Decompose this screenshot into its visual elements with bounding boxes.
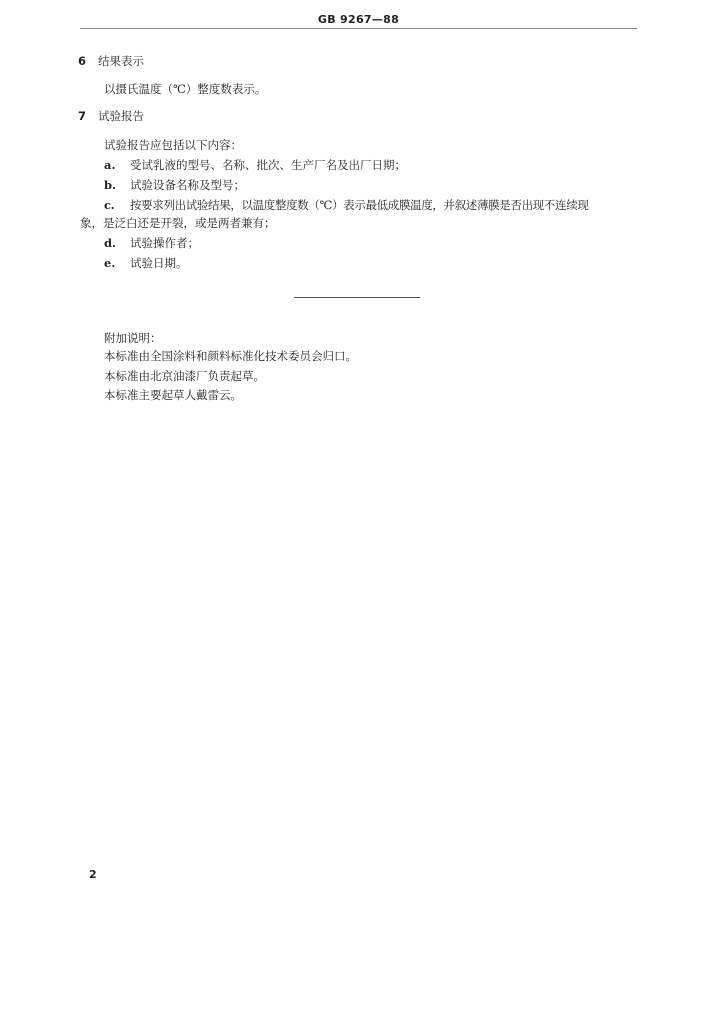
- notes-line-2: 本标准由北京油漆厂负责起草。: [104, 369, 265, 383]
- list-item-text: 试验操作者；: [130, 236, 199, 250]
- section-6-heading: [78, 53, 144, 69]
- list-item-label: e.: [104, 256, 116, 270]
- list-item-c-continuation: 象，是泛白还是开裂，或是两者兼有；: [80, 216, 276, 230]
- list-item-b: [104, 177, 245, 193]
- list-item-text: 试验设备名称及型号；: [130, 178, 245, 192]
- list-item-d: [104, 235, 199, 251]
- list-item-text: 试验日期。: [130, 256, 188, 270]
- page-header: [80, 8, 637, 29]
- list-item-a: [104, 157, 406, 173]
- section-6-title: 结果表示: [98, 54, 144, 68]
- list-item-label: a.: [104, 158, 116, 172]
- section-7-heading: [78, 108, 144, 124]
- page-number: 2: [89, 868, 97, 881]
- section-7-title: 试验报告: [98, 109, 144, 123]
- list-item-label: b.: [104, 178, 117, 192]
- list-item-c: [104, 197, 589, 213]
- list-item-text: 按要求列出试验结果，以温度整度数（℃）表示最低成膜温度，并叙述薄膜是否出现不连续现: [130, 198, 589, 212]
- section-7-number: 7: [78, 109, 87, 123]
- section-6-number: 6: [78, 54, 87, 68]
- standard-code: GB 9267—88: [317, 13, 400, 26]
- section-7-intro: 试验报告应包括以下内容：: [104, 138, 242, 152]
- separator-rule: [294, 297, 420, 298]
- notes-line-3: 本标准主要起草人戴雷云。: [104, 388, 242, 402]
- notes-title: 附加说明：: [104, 331, 162, 345]
- list-item-text: 受试乳液的型号、名称、批次、生产厂名及出厂日期；: [130, 158, 406, 172]
- notes-line-1: 本标准由全国涂料和颜料标准化技术委员会归口。: [104, 349, 357, 363]
- list-item-e: [104, 255, 188, 271]
- section-6-body: 以摄氏温度（℃）整度数表示。: [104, 82, 267, 96]
- list-item-label: c.: [104, 198, 115, 212]
- list-item-label: d.: [104, 236, 117, 250]
